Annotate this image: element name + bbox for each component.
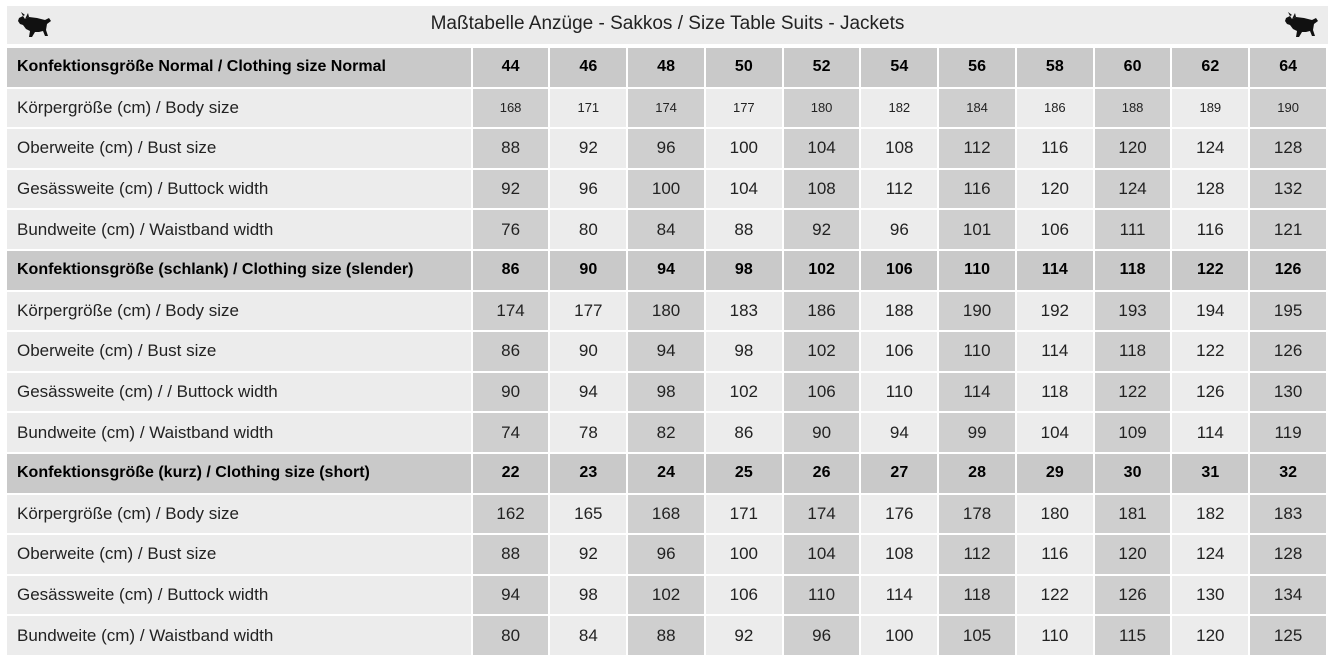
table-cell: 92: [550, 535, 626, 574]
table-cell: 177: [706, 89, 782, 128]
table-cell: 104: [706, 170, 782, 209]
table-cell: 100: [706, 129, 782, 168]
table-cell: 188: [1095, 89, 1171, 128]
table-cell: 118: [1095, 332, 1171, 371]
table-cell: 130: [1250, 373, 1326, 412]
table-cell: 90: [473, 373, 549, 412]
table-cell: 88: [473, 129, 549, 168]
table-row: [7, 413, 1326, 452]
table-cell: 168: [628, 495, 704, 534]
table-cell: 114: [861, 576, 937, 615]
table-cell: 108: [784, 170, 860, 209]
bull-logo-icon: [1282, 10, 1320, 40]
table-cell: 126: [1172, 373, 1248, 412]
table-cell: 119: [1250, 413, 1326, 452]
table-cell: 22: [473, 454, 549, 493]
table-cell: 76: [473, 210, 549, 249]
table-cell: 24: [628, 454, 704, 493]
table-cell: 94: [861, 413, 937, 452]
table-row: [7, 535, 1326, 574]
table-cell: 80: [473, 616, 549, 655]
table-row: [7, 292, 1326, 331]
table-cell: 174: [628, 89, 704, 128]
row-label: Körpergröße (cm) / Body size: [7, 89, 471, 128]
table-row: [7, 332, 1326, 371]
table-cell: 84: [550, 616, 626, 655]
table-cell: 116: [1172, 210, 1248, 249]
row-label: Bundweite (cm) / Waistband width: [7, 616, 471, 655]
table-cell: 118: [1017, 373, 1093, 412]
table-cell: 109: [1095, 413, 1171, 452]
table-cell: 176: [861, 495, 937, 534]
table-cell: 92: [784, 210, 860, 249]
table-cell: 120: [1172, 616, 1248, 655]
table-cell: 94: [550, 373, 626, 412]
table-cell: 186: [784, 292, 860, 331]
table-cell: 88: [473, 535, 549, 574]
table-cell: 94: [473, 576, 549, 615]
table-cell: 174: [784, 495, 860, 534]
table-cell: 56: [939, 48, 1015, 87]
table-cell: 195: [1250, 292, 1326, 331]
table-cell: 128: [1250, 535, 1326, 574]
table-header-row: [7, 251, 1326, 290]
table-cell: 134: [1250, 576, 1326, 615]
table-cell: 118: [1095, 251, 1171, 290]
table-cell: 94: [628, 251, 704, 290]
table-cell: 171: [706, 495, 782, 534]
table-cell: 23: [550, 454, 626, 493]
table-cell: 100: [706, 535, 782, 574]
table-row: [7, 373, 1326, 412]
table-cell: 60: [1095, 48, 1171, 87]
table-cell: 82: [628, 413, 704, 452]
table-cell: 114: [939, 373, 1015, 412]
table-cell: 162: [473, 495, 549, 534]
table-cell: 29: [1017, 454, 1093, 493]
table-cell: 52: [784, 48, 860, 87]
table-cell: 181: [1095, 495, 1171, 534]
table-cell: 128: [1250, 129, 1326, 168]
table-cell: 193: [1095, 292, 1171, 331]
table-cell: 26: [784, 454, 860, 493]
table-cell: 96: [628, 535, 704, 574]
table-cell: 180: [1017, 495, 1093, 534]
table-row: [7, 616, 1326, 655]
table-cell: 99: [939, 413, 1015, 452]
row-label: Konfektionsgröße (kurz) / Clothing size (short): [7, 454, 471, 493]
size-table: [5, 46, 1328, 657]
row-label: Bundweite (cm) / Waistband width: [7, 413, 471, 452]
table-cell: 104: [1017, 413, 1093, 452]
table-cell: 50: [706, 48, 782, 87]
table-cell: 102: [784, 251, 860, 290]
table-cell: 32: [1250, 454, 1326, 493]
table-cell: 177: [550, 292, 626, 331]
table-cell: 183: [1250, 495, 1326, 534]
table-cell: 114: [1017, 251, 1093, 290]
row-label: Körpergröße (cm) / Body size: [7, 292, 471, 331]
table-cell: 30: [1095, 454, 1171, 493]
table-cell: 132: [1250, 170, 1326, 209]
table-cell: 27: [861, 454, 937, 493]
row-label: Oberweite (cm) / Bust size: [7, 129, 471, 168]
table-cell: 115: [1095, 616, 1171, 655]
table-cell: 64: [1250, 48, 1326, 87]
table-cell: 180: [628, 292, 704, 331]
table-cell: 116: [1017, 129, 1093, 168]
table-cell: 104: [784, 129, 860, 168]
table-row: [7, 210, 1326, 249]
table-cell: 114: [1172, 413, 1248, 452]
table-cell: 114: [1017, 332, 1093, 371]
table-cell: 31: [1172, 454, 1248, 493]
table-cell: 110: [1017, 616, 1093, 655]
table-cell: 98: [628, 373, 704, 412]
table-cell: 110: [939, 251, 1015, 290]
table-cell: 124: [1172, 535, 1248, 574]
table-cell: 126: [1250, 251, 1326, 290]
table-cell: 96: [628, 129, 704, 168]
table-row: [7, 89, 1326, 128]
table-cell: 88: [706, 210, 782, 249]
table-cell: 121: [1250, 210, 1326, 249]
table-cell: 44: [473, 48, 549, 87]
table-cell: 106: [706, 576, 782, 615]
table-cell: 88: [628, 616, 704, 655]
table-cell: 80: [550, 210, 626, 249]
table-cell: 106: [1017, 210, 1093, 249]
table-cell: 182: [1172, 495, 1248, 534]
table-cell: 106: [784, 373, 860, 412]
table-cell: 111: [1095, 210, 1171, 249]
table-cell: 165: [550, 495, 626, 534]
table-row: [7, 170, 1326, 209]
table-row: [7, 129, 1326, 168]
table-cell: 86: [473, 332, 549, 371]
table-row: [7, 576, 1326, 615]
table-cell: 98: [706, 251, 782, 290]
table-cell: 122: [1172, 251, 1248, 290]
table-cell: 182: [861, 89, 937, 128]
table-cell: 96: [861, 210, 937, 249]
row-label: Gesässweite (cm) / Buttock width: [7, 170, 471, 209]
table-cell: 194: [1172, 292, 1248, 331]
row-label: Oberweite (cm) / Bust size: [7, 535, 471, 574]
table-cell: 96: [550, 170, 626, 209]
row-label: Konfektionsgröße Normal / Clothing size Normal: [7, 48, 471, 87]
table-cell: 120: [1095, 535, 1171, 574]
table-cell: 110: [939, 332, 1015, 371]
table-cell: 90: [550, 332, 626, 371]
table-cell: 180: [784, 89, 860, 128]
table-cell: 100: [628, 170, 704, 209]
table-cell: 92: [473, 170, 549, 209]
row-label: Konfektionsgröße (schlank) / Clothing size (slender): [7, 251, 471, 290]
table-cell: 102: [784, 332, 860, 371]
table-cell: 112: [861, 170, 937, 209]
table-cell: 98: [550, 576, 626, 615]
table-header-row: [7, 48, 1326, 87]
table-cell: 120: [1017, 170, 1093, 209]
table-cell: 190: [939, 292, 1015, 331]
size-table-frame: [7, 6, 1328, 658]
table-cell: 188: [861, 292, 937, 331]
table-cell: 96: [784, 616, 860, 655]
table-cell: 184: [939, 89, 1015, 128]
row-label: Gesässweite (cm) / Buttock width: [7, 576, 471, 615]
table-cell: 54: [861, 48, 937, 87]
table-cell: 74: [473, 413, 549, 452]
table-cell: 122: [1095, 373, 1171, 412]
table-cell: 190: [1250, 89, 1326, 128]
table-cell: 104: [784, 535, 860, 574]
table-row: [7, 495, 1326, 534]
table-cell: 124: [1172, 129, 1248, 168]
table-cell: 86: [706, 413, 782, 452]
table-cell: 102: [706, 373, 782, 412]
table-cell: 92: [550, 129, 626, 168]
table-cell: 120: [1095, 129, 1171, 168]
row-label: Bundweite (cm) / Waistband width: [7, 210, 471, 249]
row-label: Gesässweite (cm) / / Buttock width: [7, 373, 471, 412]
table-cell: 28: [939, 454, 1015, 493]
table-cell: 100: [861, 616, 937, 655]
table-cell: 171: [550, 89, 626, 128]
table-cell: 189: [1172, 89, 1248, 128]
table-header-row: [7, 454, 1326, 493]
table-cell: 126: [1095, 576, 1171, 615]
table-cell: 106: [861, 332, 937, 371]
table-cell: 25: [706, 454, 782, 493]
row-label: Oberweite (cm) / Bust size: [7, 332, 471, 371]
table-cell: 124: [1095, 170, 1171, 209]
table-cell: 58: [1017, 48, 1093, 87]
table-cell: 118: [939, 576, 1015, 615]
table-cell: 108: [861, 535, 937, 574]
table-cell: 192: [1017, 292, 1093, 331]
table-cell: 116: [939, 170, 1015, 209]
table-cell: 130: [1172, 576, 1248, 615]
table-cell: 168: [473, 89, 549, 128]
table-cell: 122: [1172, 332, 1248, 371]
table-cell: 116: [1017, 535, 1093, 574]
table-cell: 122: [1017, 576, 1093, 615]
table-cell: 78: [550, 413, 626, 452]
table-cell: 126: [1250, 332, 1326, 371]
table-cell: 174: [473, 292, 549, 331]
table-cell: 90: [550, 251, 626, 290]
table-cell: 106: [861, 251, 937, 290]
table-cell: 86: [473, 251, 549, 290]
table-cell: 90: [784, 413, 860, 452]
row-label: Körpergröße (cm) / Body size: [7, 495, 471, 534]
table-cell: 178: [939, 495, 1015, 534]
table-cell: 102: [628, 576, 704, 615]
table-cell: 105: [939, 616, 1015, 655]
table-cell: 98: [706, 332, 782, 371]
page-title: Maßtabelle Anzüge - Sakkos / Size Table Suits - Jackets: [430, 13, 905, 34]
table-cell: 183: [706, 292, 782, 331]
table-cell: 48: [628, 48, 704, 87]
title-bar: [7, 6, 1328, 44]
table-cell: 46: [550, 48, 626, 87]
table-cell: 125: [1250, 616, 1326, 655]
table-cell: 62: [1172, 48, 1248, 87]
table-cell: 108: [861, 129, 937, 168]
table-cell: 101: [939, 210, 1015, 249]
table-cell: 186: [1017, 89, 1093, 128]
table-cell: 84: [628, 210, 704, 249]
table-cell: 112: [939, 129, 1015, 168]
table-cell: 112: [939, 535, 1015, 574]
table-cell: 94: [628, 332, 704, 371]
table-cell: 92: [706, 616, 782, 655]
table-cell: 110: [861, 373, 937, 412]
table-cell: 128: [1172, 170, 1248, 209]
table-cell: 110: [784, 576, 860, 615]
